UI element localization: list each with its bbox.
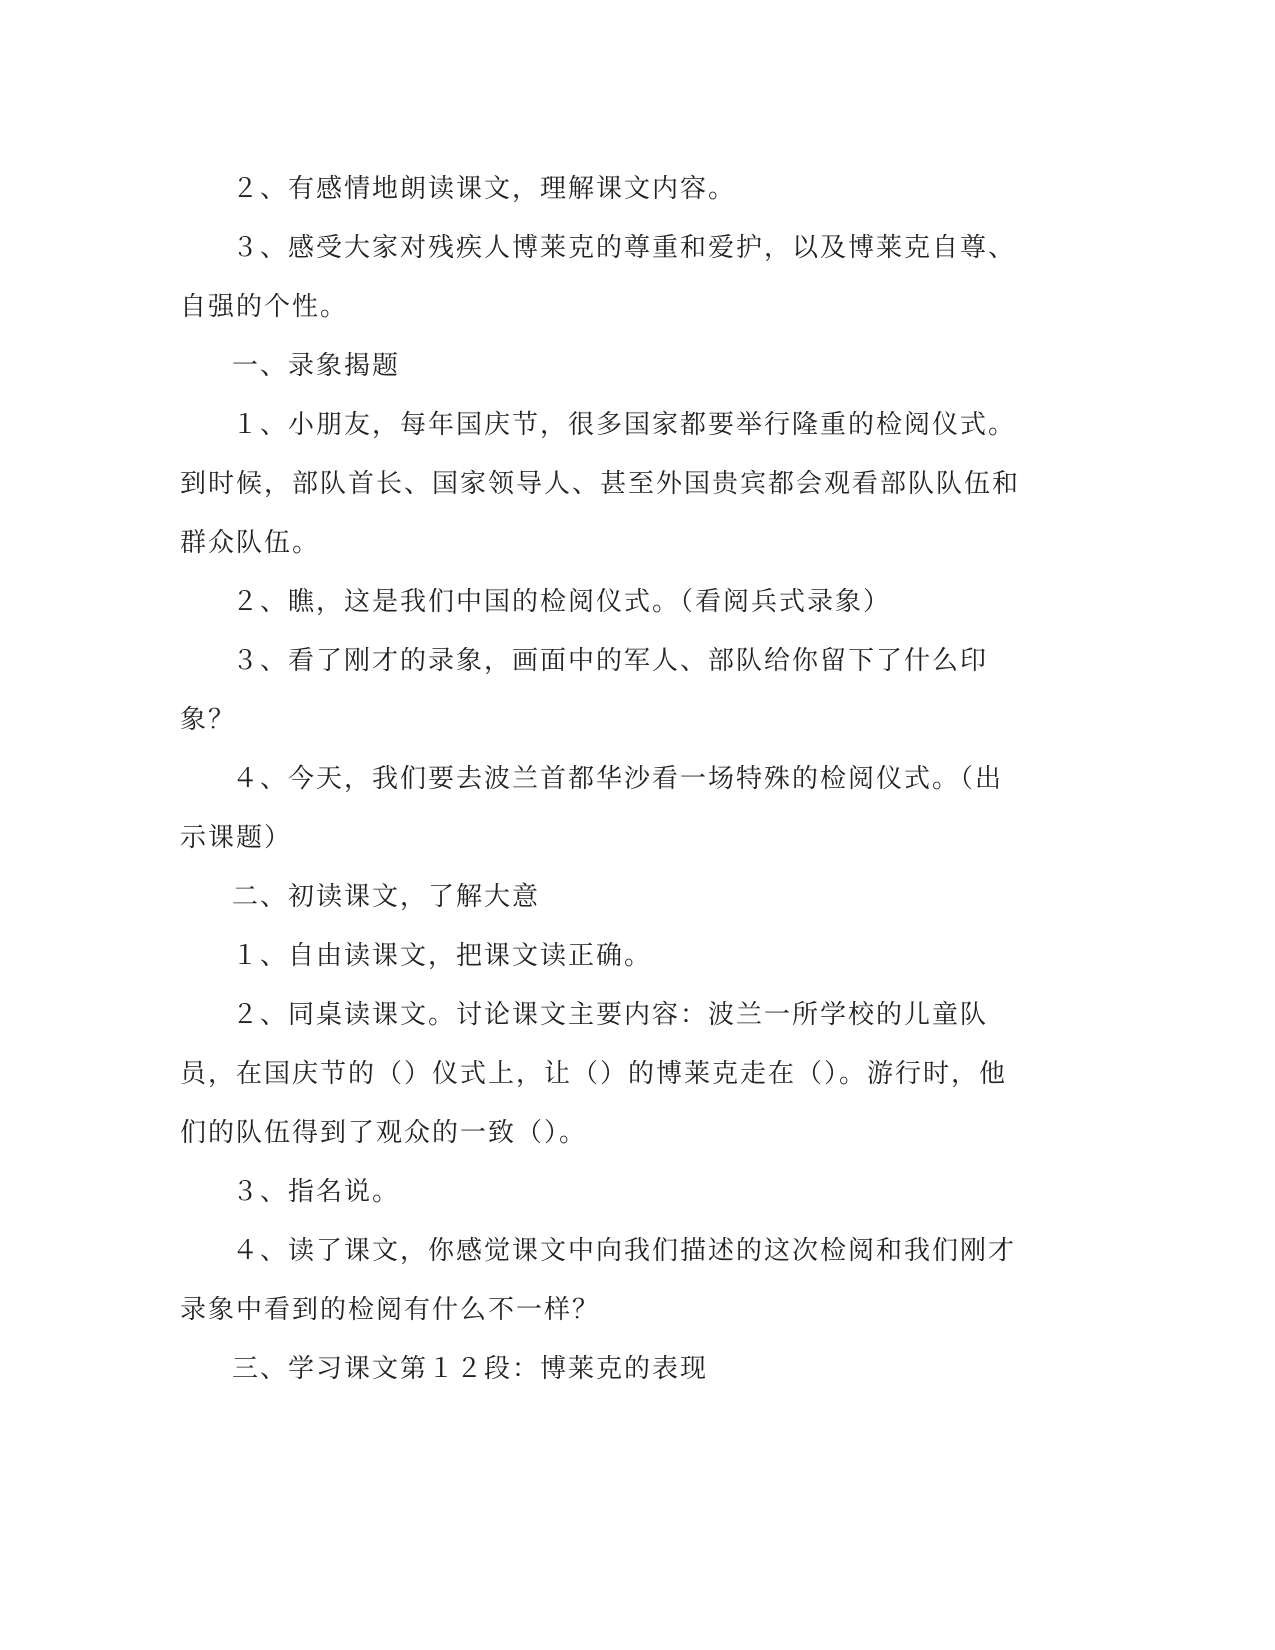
paragraph-objective-3: ３、感受大家对残疾人博莱克的尊重和爱护，以及博莱克自尊、自强的个性。 bbox=[180, 233, 1017, 322]
paragraph-step-1-1: １、小朋友，每年国庆节，很多国家都要举行隆重的检阅仪式。到时候，部队首长、国家领导人、甚至外国贵宾都会观看部队队伍和群众队伍。 bbox=[180, 410, 1021, 558]
section-heading-1: 一、录象揭题 bbox=[232, 351, 401, 381]
paragraph-step-1-4: ４、今天，我们要去波兰首都华沙看一场特殊的检阅仪式。（出示课题） bbox=[180, 764, 1004, 853]
paragraph-step-2-4: ４、读了课文，你感觉课文中向我们描述的这次检阅和我们刚才录象中看到的检阅有什么不一样？ bbox=[180, 1236, 1017, 1325]
paragraph-step-1-2: ２、瞧，这是我们中国的检阅仪式。（看阅兵式录象） bbox=[232, 587, 892, 617]
paragraph-objective-2: ２、有感情地朗读课文，理解课文内容。 bbox=[232, 174, 737, 204]
paragraph-step-2-3: ３、指名说。 bbox=[232, 1177, 401, 1207]
paragraph-step-1-3: ３、看了刚才的录象，画面中的军人、部队给你留下了什么印象？ bbox=[180, 646, 989, 735]
document-body bbox=[180, 160, 1030, 1399]
section-heading-2: 二、初读课文，了解大意 bbox=[232, 882, 541, 912]
paragraph-step-2-2: ２、同桌读课文。讨论课文主要内容：波兰一所学校的儿童队员，在国庆节的（）仪式上，让（）的博莱克走在（）。游行时，他们的队伍得到了观众的一致（）。 bbox=[180, 1000, 1008, 1148]
paragraph-step-2-1: １、自由读课文，把课文读正确。 bbox=[232, 941, 653, 971]
section-heading-3: 三、学习课文第１２段：博莱克的表现 bbox=[232, 1354, 709, 1384]
